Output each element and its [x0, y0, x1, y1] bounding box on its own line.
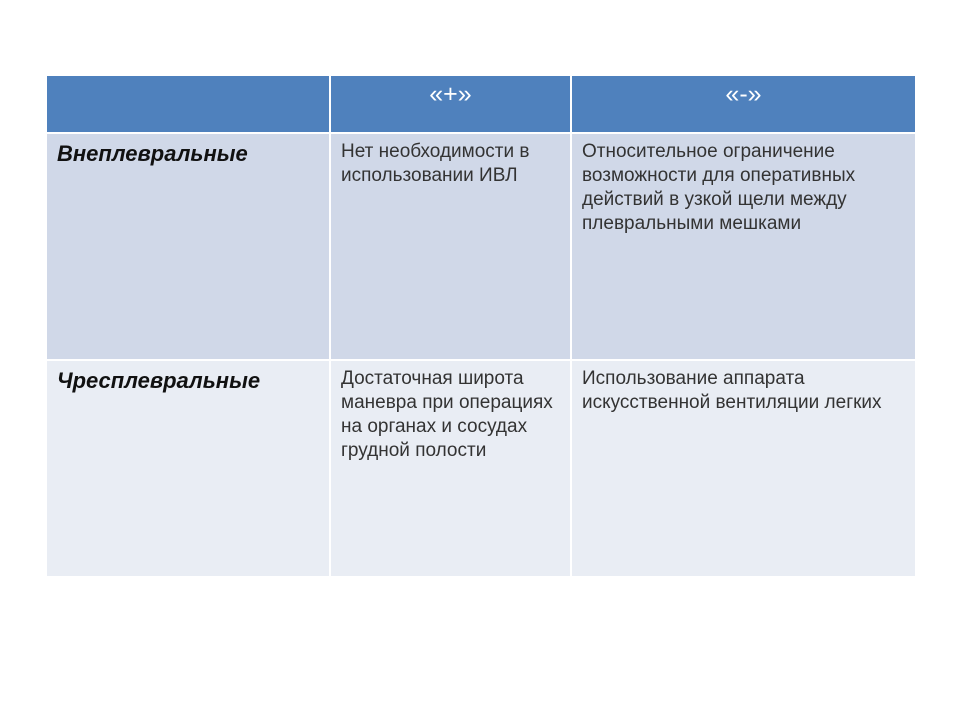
minus-cell [571, 360, 916, 577]
table-row [46, 133, 916, 360]
row-label: Чресплевральные [57, 368, 261, 393]
row-label-cell [46, 360, 330, 577]
plus-cell [330, 360, 571, 577]
minus-text: Относительное ограничение возможности для оперативных действий в узкой щели между плевральными мешками [582, 141, 856, 234]
minus-text: Использование аппарата искусственной вентиляции легких [582, 368, 882, 413]
table-header-row [46, 75, 916, 133]
row-label: Внеплевральные [57, 141, 248, 166]
plus-cell [330, 133, 571, 360]
minus-cell [571, 133, 916, 360]
header-cell-empty [46, 75, 330, 133]
comparison-table [45, 74, 917, 578]
header-cell-plus: «+» [330, 75, 571, 133]
header-cell-minus: «-» [571, 75, 916, 133]
table-row [46, 360, 916, 577]
plus-text: Достаточная широта маневра при операциях на органах и сосудах грудной полости [341, 368, 553, 461]
plus-text: Нет необходимости в использовании ИВЛ [341, 141, 530, 186]
row-label-cell [46, 133, 330, 360]
